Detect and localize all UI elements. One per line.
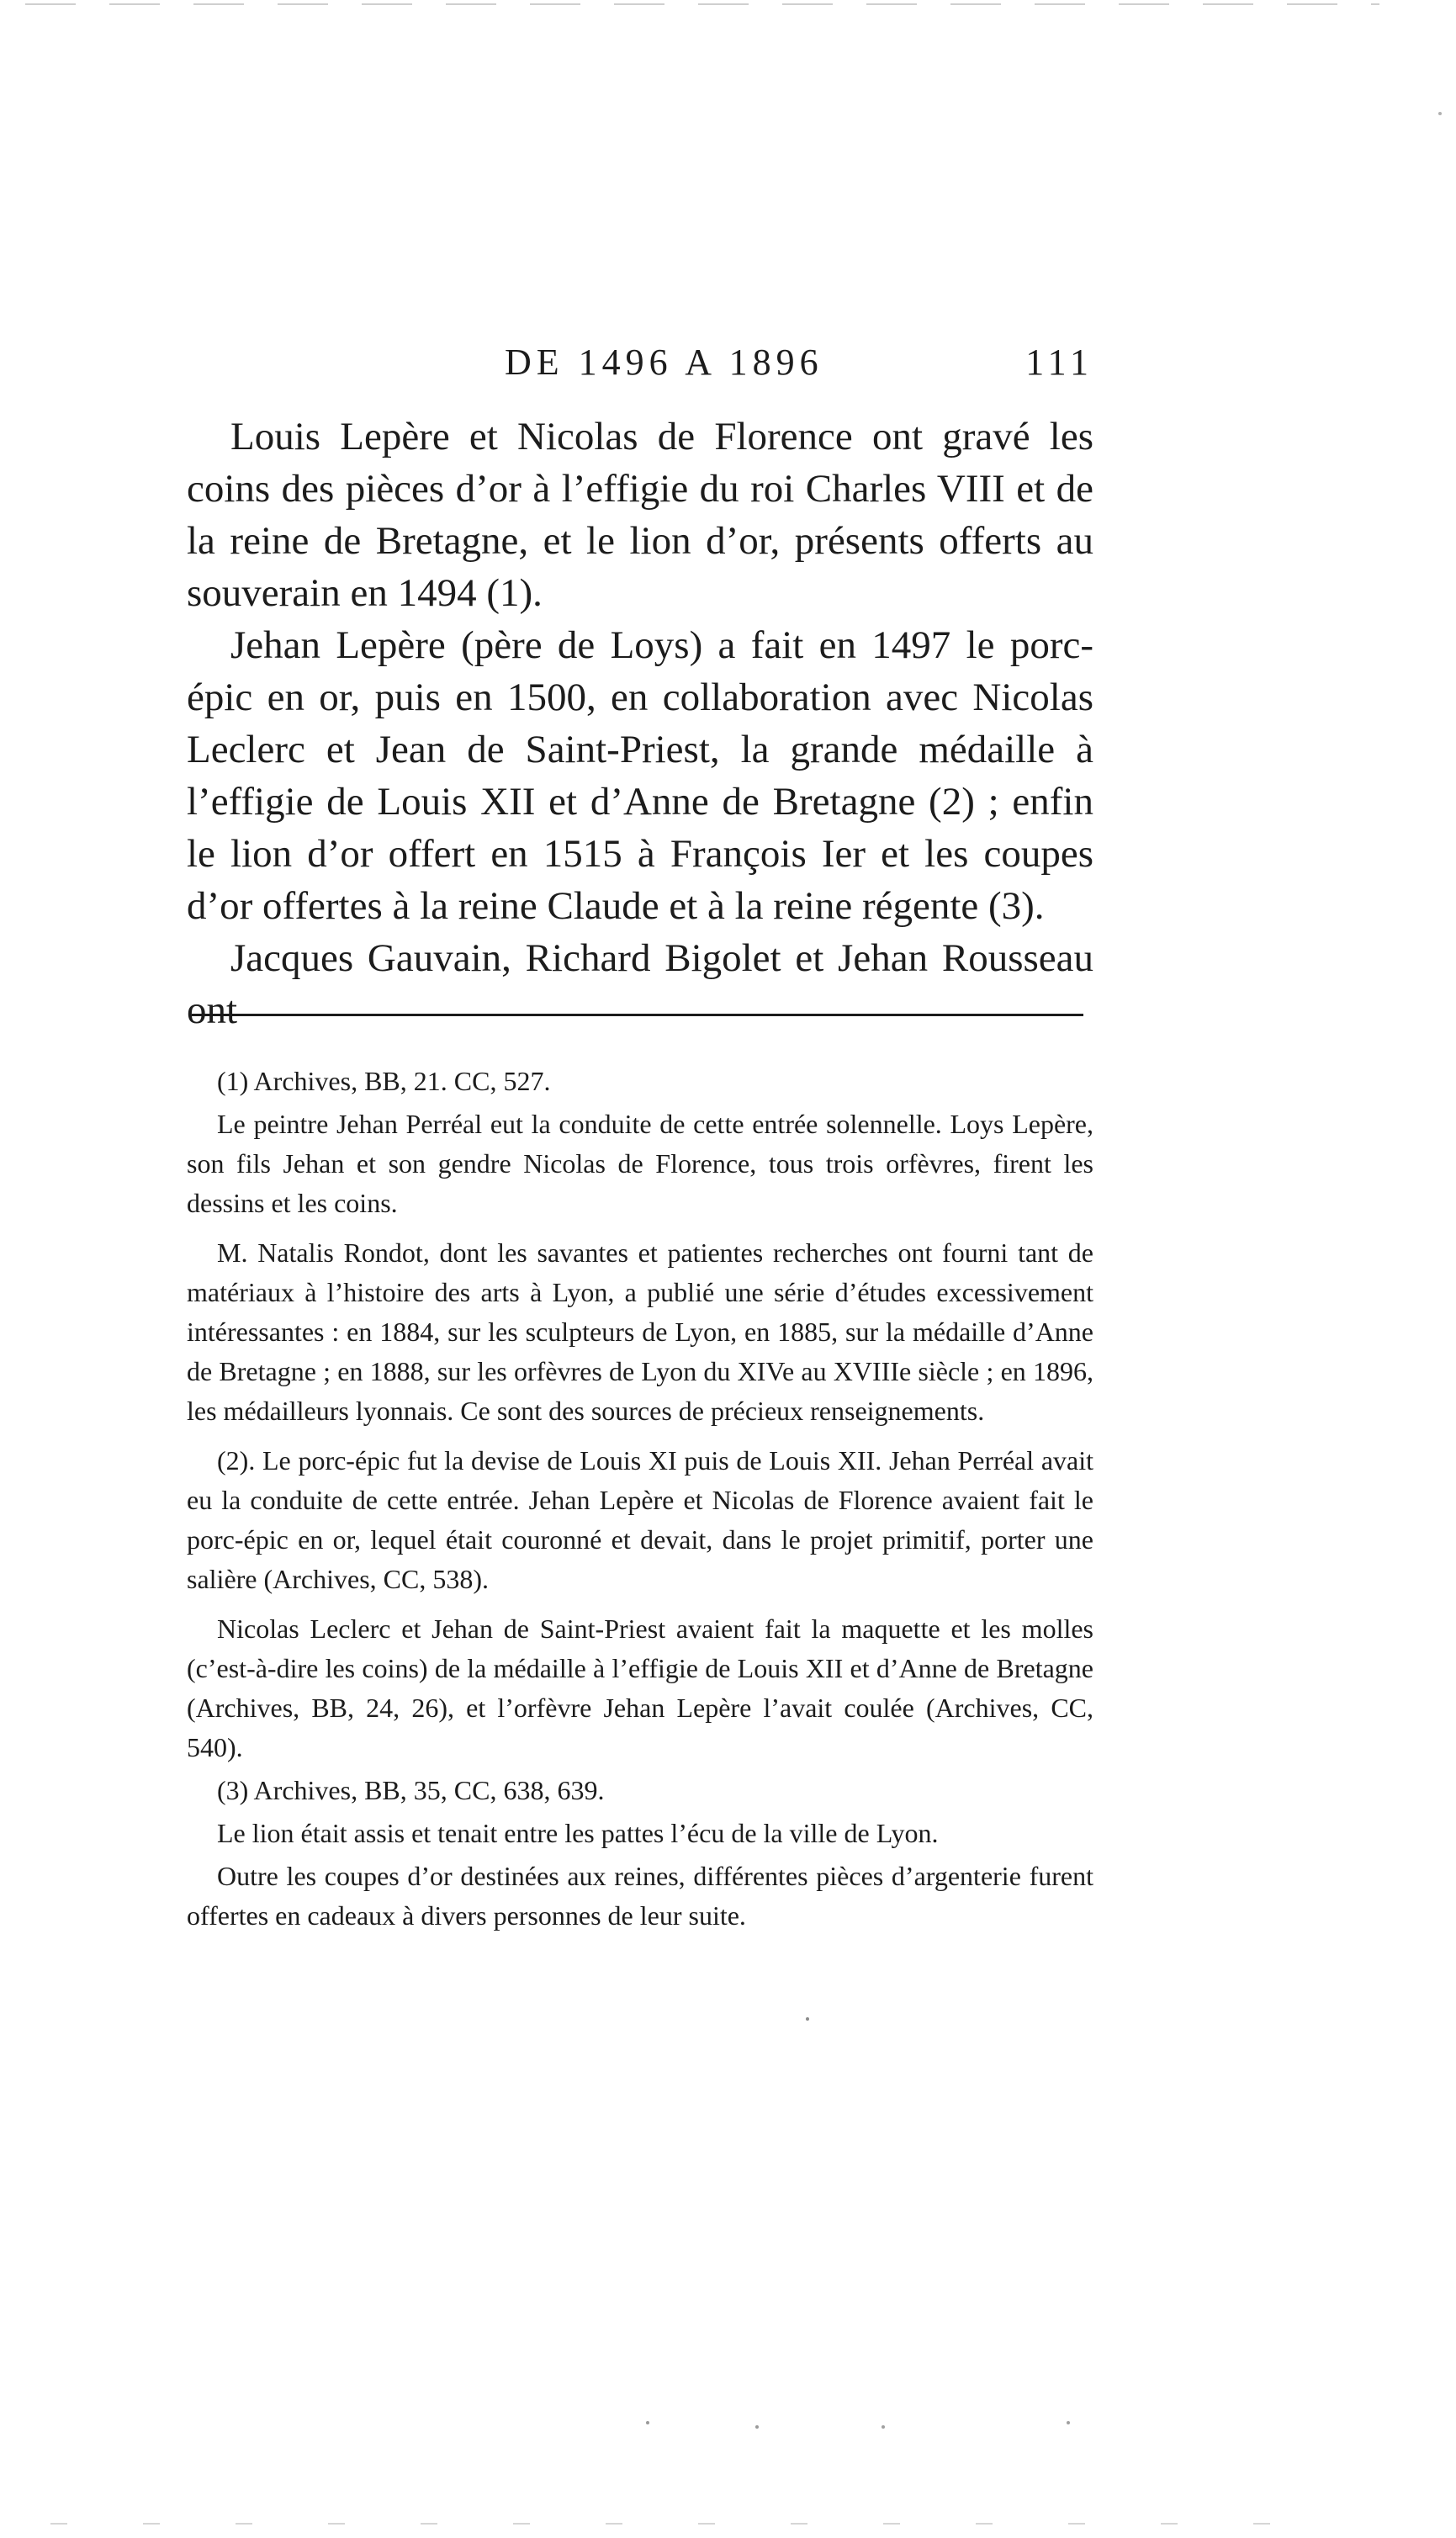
- paragraph: Louis Lepère et Nicolas de Florence ont gravé les coins des pièces d’or à l’effigie du roi Charles VIII et de la reine de Bretagne, et le lion d’or, présents offerts au souverain en 1494 (1).: [187, 415, 1093, 615]
- footnote: Outre les coupes d’or destinées aux reines, différentes pièces d’argenterie furent offertes en cadeaux à divers personnes de leur suite.: [187, 1861, 1093, 1931]
- footnote: M. Natalis Rondot, dont les savantes et patientes recherches ont fourni tant de matériaux à l’histoire des arts à Lyon, a publié une série d’études excessivement intéressantes : en 1884, sur les sculpteurs de Lyon, en 1885, sur la médaille d’Anne de Bretagne ; en 1888, sur les orfèvres de Lyon du XIVe au XVIIIe siècle ; en 1896, les médailleurs lyonnais. Ce sont des sources de précieux renseignements.: [187, 1237, 1093, 1426]
- footnote: Le peintre Jehan Perréal eut la conduite de cette entrée solennelle. Loys Lepère, son fils Jehan et son gendre Nicolas de Florence, tous trois orfèvres, firent les dessins et les coins.: [187, 1109, 1093, 1218]
- footnote: (2). Le porc-épic fut la devise de Louis XI puis de Louis XII. Jehan Perréal avait eu la conduite de cette entrée. Jehan Lepère et Nicolas de Florence avaient fait le porc-épic en or, lequel était couronné et devait, dans le projet primitif, porter une salière (Archives, CC, 538).: [187, 1445, 1093, 1594]
- main-text: [187, 411, 1093, 1036]
- footnotes: [187, 1062, 1093, 1946]
- paragraph: Jehan Lepère (père de Loys) a fait en 1497 le porc-épic en or, puis en 1500, en collaboration avec Nicolas Leclerc et Jean de Saint-Priest, la grande médaille à l’effigie de Louis XII et d’Anne de Bretagne (2) ; enfin le lion d’or offert en 1515 à François Ier et les coupes d’or offertes à la reine Claude et à la reine régente (3).: [187, 623, 1093, 928]
- footnote: Le lion était assis et tenait entre les pattes l’écu de la ville de Lyon.: [217, 1818, 939, 1848]
- footnote: (3) Archives, BB, 35, CC, 638, 639.: [217, 1775, 605, 1805]
- footnote-rule: [192, 1014, 1083, 1016]
- footnote: (1) Archives, BB, 21. CC, 527.: [217, 1066, 551, 1096]
- page-number: 111: [1025, 342, 1093, 383]
- running-title: DE 1496 A 1896: [505, 342, 823, 383]
- footnote: Nicolas Leclerc et Jehan de Saint-Priest avaient fait la maquette et les molles (c’est-à-dire les coins) de la médaille à l’effigie de Louis XII et d’Anne de Bretagne (Archives, BB, 24, 26), et l’orfèvre Jehan Lepère l’avait coulée (Archives, CC, 540).: [187, 1613, 1093, 1762]
- paragraph: Jacques Gauvain, Richard Bigolet et Jehan Rousseau ont: [187, 936, 1093, 1032]
